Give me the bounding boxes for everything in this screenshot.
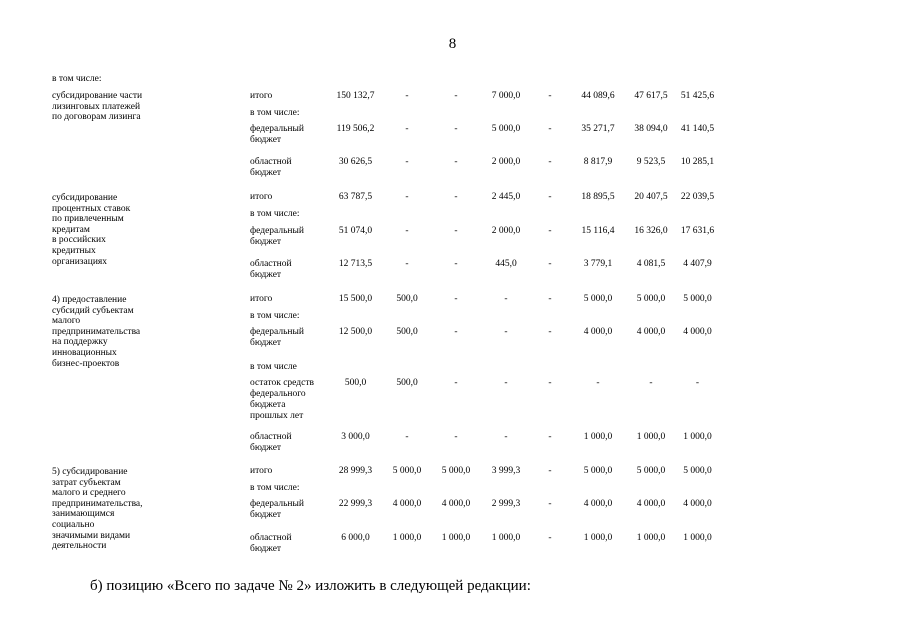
value-cell: -	[548, 91, 552, 101]
row-label-line: в том числе:	[250, 483, 300, 493]
group-title-line: предпринимательства,	[52, 498, 143, 509]
value-cell: 12 500,0	[338, 327, 373, 337]
value-cell: -	[548, 466, 552, 476]
value-cell: 51 425,6	[680, 91, 715, 101]
value-cell: -	[454, 259, 458, 269]
value-cell: 4 000,0	[636, 499, 666, 509]
row-label-line: итого	[250, 294, 273, 304]
value-cell: 1 000,0	[392, 533, 422, 543]
value-cell: -	[548, 294, 552, 304]
row-label-line: прошлых лет	[250, 411, 304, 421]
value-cell: -	[548, 124, 552, 134]
row-label	[250, 311, 328, 322]
group-title-line: лизинговых платежей	[52, 101, 141, 112]
value-cell: 41 140,5	[680, 124, 715, 134]
row-label-line: федеральный	[250, 226, 304, 236]
row-label	[250, 499, 328, 521]
group-title-line: предпринимательства	[52, 326, 141, 337]
group-title	[52, 91, 170, 123]
row-label	[250, 362, 328, 373]
value-cell: 1 000,0	[583, 533, 613, 543]
value-cell: 5 000,0	[392, 466, 422, 476]
row-label-line: итого	[250, 466, 273, 476]
row-label-line: остаток средств	[250, 378, 314, 388]
value-cell: 500,0	[396, 294, 418, 304]
row-label	[250, 327, 328, 349]
row-label-line: федеральный	[250, 327, 304, 337]
value-cell: -	[548, 327, 552, 337]
group-title	[52, 193, 170, 267]
value-cell: 4 000,0	[441, 499, 471, 509]
value-cell: 500,0	[396, 378, 418, 388]
value-cell: 22 039,5	[680, 192, 715, 202]
value-cell: 9 523,5	[636, 157, 666, 167]
row-label-line: в том числе:	[250, 209, 300, 219]
value-cell: 4 000,0	[683, 499, 712, 509]
row-label	[250, 259, 328, 281]
page-number: 8	[448, 36, 457, 52]
group-title-line: субсидий субъектам	[52, 305, 134, 316]
group-title-line: субсидирование	[52, 193, 118, 203]
group-title-line: затрат субъектам	[52, 477, 121, 488]
value-cell: -	[454, 124, 458, 134]
value-cell: 5 000,0	[491, 124, 521, 134]
value-cell: 3 779,1	[583, 259, 613, 269]
value-cell: -	[548, 226, 552, 236]
row-label	[250, 378, 328, 422]
value-cell: 445,0	[495, 259, 517, 269]
group-title-line: субсидирование части	[52, 91, 143, 101]
group-title-line: 5) субсидирование	[52, 467, 128, 477]
value-cell: 3 999,3	[491, 466, 521, 476]
value-cell: -	[405, 124, 409, 134]
row-label-line: бюджет	[250, 168, 282, 178]
row-label	[250, 533, 328, 555]
value-cell: 5 000,0	[683, 466, 712, 476]
row-label-line: областной	[250, 533, 292, 543]
value-cell: -	[548, 533, 552, 543]
row-label-line: федеральный	[250, 499, 304, 509]
value-cell: -	[548, 192, 552, 202]
value-cell: -	[504, 327, 508, 337]
row-label-line: бюджета	[250, 400, 286, 410]
value-cell: 2 000,0	[491, 157, 521, 167]
value-cell: 51 074,0	[338, 226, 373, 236]
value-cell: 1 000,0	[636, 533, 666, 543]
group-title-line: по договорам лизинга	[52, 112, 141, 123]
value-cell: 4 000,0	[392, 499, 422, 509]
row-label-line: федеральный	[250, 124, 304, 134]
group-title-line: по привлеченным	[52, 214, 124, 225]
row-label	[250, 432, 328, 454]
value-cell: 16 326,0	[634, 226, 668, 236]
value-cell: -	[504, 294, 508, 304]
value-cell: 4 407,9	[683, 259, 712, 269]
row-label	[250, 226, 328, 248]
row-label-line: бюджет	[250, 237, 282, 247]
group-title-line: кредитам	[52, 224, 90, 235]
value-cell: 2 445,0	[491, 192, 521, 202]
value-cell: 1 000,0	[583, 432, 613, 442]
value-cell: 500,0	[396, 327, 418, 337]
row-label	[250, 192, 328, 203]
value-cell: 15 116,4	[581, 226, 615, 236]
value-cell: 5 000,0	[583, 294, 613, 304]
value-cell: 5 000,0	[683, 294, 712, 304]
group-title-line: в российских	[52, 235, 106, 246]
row-label-line: бюджет	[250, 135, 282, 145]
value-cell: -	[548, 378, 552, 388]
row-label	[250, 294, 328, 305]
value-cell: 28 999,3	[338, 466, 373, 476]
group-title-line: кредитных	[52, 245, 96, 256]
footer-instruction: б) позицию «Всего по задаче № 2» изложить в следующей редакции:	[90, 578, 531, 594]
value-cell: 5 000,0	[441, 466, 471, 476]
value-cell: -	[405, 192, 409, 202]
row-label-line: бюджет	[250, 338, 282, 348]
row-label	[250, 108, 328, 119]
value-cell: 35 271,7	[581, 124, 615, 134]
group-title	[52, 467, 170, 552]
value-cell: 4 000,0	[583, 327, 613, 337]
row-label-line: федерального	[250, 389, 306, 399]
value-cell: 63 787,5	[338, 192, 373, 202]
group-title-line: значимыми видами	[52, 530, 131, 541]
value-cell: 1 000,0	[636, 432, 666, 442]
group-title-line: на поддержку	[52, 337, 108, 348]
row-label	[250, 157, 328, 179]
value-cell: 1 000,0	[441, 533, 471, 543]
value-cell: 12 713,5	[338, 259, 373, 269]
row-label-line: бюджет	[250, 270, 282, 280]
group-title-line: деятельности	[52, 541, 107, 552]
value-cell: -	[504, 432, 508, 442]
value-cell: -	[405, 432, 409, 442]
value-cell: -	[596, 378, 600, 388]
value-cell: -	[504, 378, 508, 388]
value-cell: -	[454, 192, 458, 202]
row-label-line: в том числе:	[250, 311, 300, 321]
value-cell: 8 817,9	[583, 157, 613, 167]
value-cell: 1 000,0	[491, 533, 521, 543]
intro-text: в том числе:	[52, 74, 102, 84]
row-label	[250, 91, 328, 102]
value-cell: -	[548, 432, 552, 442]
value-cell: 500,0	[344, 378, 367, 388]
value-cell: 119 506,2	[336, 124, 375, 134]
value-cell: 22 999,3	[338, 499, 373, 509]
value-cell: 44 089,6	[581, 91, 615, 101]
value-cell: -	[695, 378, 700, 388]
value-cell: -	[405, 91, 409, 101]
row-label-line: итого	[250, 192, 273, 202]
value-cell: -	[405, 259, 409, 269]
row-label-line: бюджет	[250, 443, 282, 453]
value-cell: 15 500,0	[338, 294, 373, 304]
value-cell: -	[454, 327, 458, 337]
row-label-line: областной	[250, 432, 292, 442]
row-label-line: в том числе:	[250, 108, 300, 118]
value-cell: -	[454, 294, 458, 304]
value-cell: 4 081,5	[636, 259, 666, 269]
value-cell: -	[454, 91, 458, 101]
group-title-line: социально	[52, 519, 95, 530]
value-cell: -	[454, 432, 458, 442]
value-cell: 2 999,3	[491, 499, 521, 509]
value-cell: 38 094,0	[634, 124, 668, 134]
value-cell: 1 000,0	[683, 533, 712, 543]
group-title-line: инновационных	[52, 347, 117, 358]
value-cell: 4 000,0	[636, 327, 666, 337]
value-cell: 3 000,0	[341, 432, 370, 442]
row-label	[250, 124, 328, 146]
value-cell: 1 000,0	[683, 432, 712, 442]
value-cell: 10 285,1	[680, 157, 715, 167]
group-title-line: бизнес-проектов	[52, 358, 120, 369]
group-title-line: малого и среднего	[52, 488, 126, 499]
value-cell: 47 617,5	[634, 91, 668, 101]
row-label-line: в том числе	[250, 362, 297, 372]
group-title	[52, 295, 170, 369]
value-cell: -	[548, 157, 552, 167]
row-label-line: итого	[250, 91, 273, 101]
value-cell: -	[548, 499, 552, 509]
row-label-line: областной	[250, 259, 292, 269]
value-cell: -	[454, 226, 458, 236]
row-label	[250, 209, 328, 220]
value-cell: -	[405, 157, 409, 167]
group-title-line: процентных ставок	[52, 203, 131, 214]
value-cell: 4 000,0	[583, 499, 613, 509]
group-title-line: малого	[52, 316, 81, 327]
value-cell: 17 631,6	[680, 226, 715, 236]
value-cell: 30 626,5	[338, 157, 373, 167]
value-cell: 5 000,0	[636, 294, 666, 304]
value-cell: 6 000,0	[341, 533, 370, 543]
value-cell: -	[649, 378, 653, 388]
row-label-line: бюджет	[250, 510, 282, 520]
value-cell: 2 000,0	[491, 226, 521, 236]
value-cell: 20 407,5	[634, 192, 668, 202]
value-cell: -	[548, 259, 552, 269]
value-cell: -	[405, 226, 409, 236]
row-label-line: областной	[250, 157, 292, 167]
value-cell: 150 132,7	[336, 91, 375, 101]
row-label	[250, 483, 328, 494]
value-cell: 7 000,0	[491, 91, 521, 101]
value-cell: 18 895,5	[581, 192, 615, 202]
group-title-line: организациях	[52, 256, 108, 267]
row-label-line: бюджет	[250, 544, 282, 554]
value-cell: -	[454, 378, 458, 388]
value-cell: 5 000,0	[636, 466, 666, 476]
value-cell: 4 000,0	[683, 327, 712, 337]
row-label	[250, 466, 328, 477]
group-title-line: 4) предоставление	[52, 295, 127, 305]
group-title-line: занимающимся	[52, 509, 115, 520]
value-cell: 5 000,0	[583, 466, 613, 476]
value-cell: -	[454, 157, 458, 167]
